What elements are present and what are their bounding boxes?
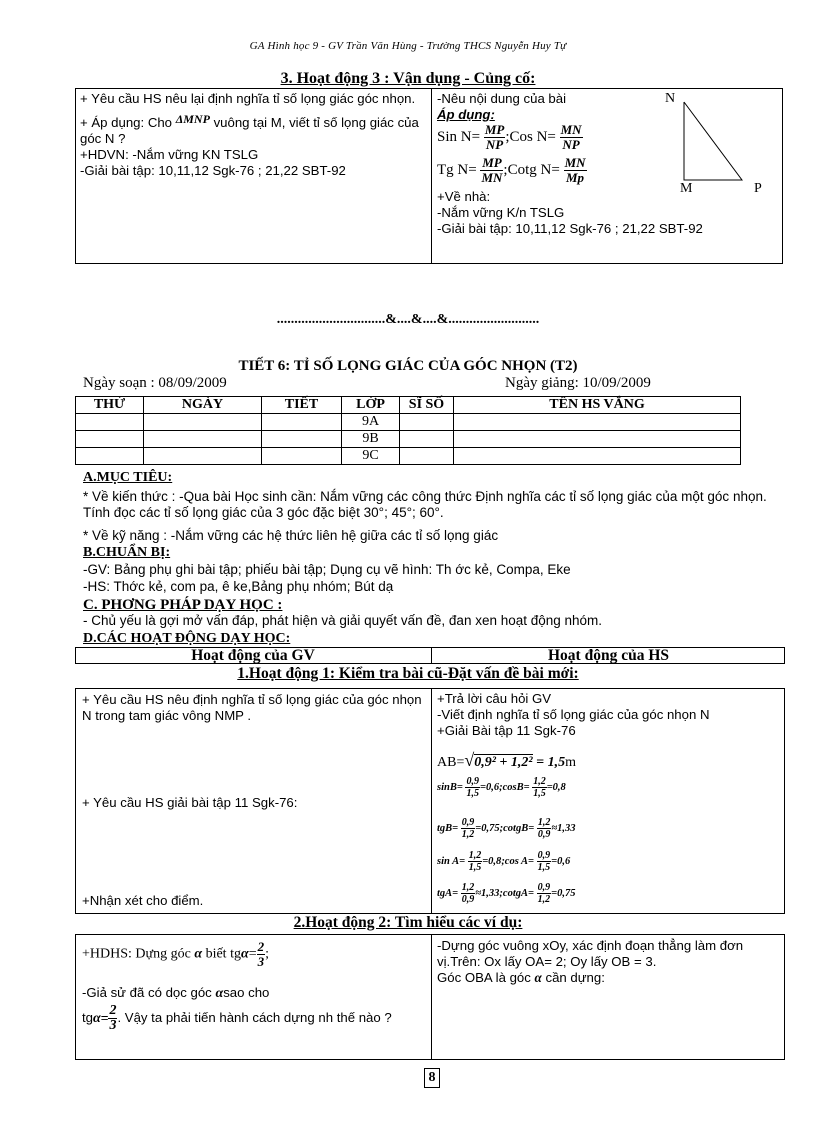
frac-09-12-a: $\frac{0,9}{1,2}$: [537, 882, 551, 905]
activity3-left: [80, 91, 425, 179]
activity1-left-1: + Yêu cầu HS nêu định nghĩa tỉ số lọng giác của góc nhọn N trong tam giác vông NMP .: [82, 692, 422, 723]
col-hs-header: Hoạt động của HS: [547, 647, 669, 664]
frac-12-09-a: $\frac{1,2}{0,9}$: [461, 882, 475, 905]
cotg-label: ;Cotg N=: [503, 161, 560, 178]
ab-label: AB=: [437, 755, 465, 770]
activity3-apply: [80, 111, 425, 147]
lesson-title: TIẾT 6: TỈ SỐ LỌNG GIÁC CỦA GÓC NHỌN (T2): [238, 358, 578, 374]
col-gv-header: Hoạt động của GV: [191, 647, 315, 664]
fraction-mn-np: $\frac{MN}{NP}$: [560, 122, 582, 152]
activity2-left-line3: tgα= $\frac{2}{3}$ . Vậy ta phải tiến hành cách dựng nh thế nào ?: [82, 1003, 392, 1033]
sqrt-expr: 0,9² + 1,2²: [474, 755, 533, 770]
activity2-left-line1: +HDHS: Dựng góc α biết tgα= $\frac{2}{3}$ ;: [82, 939, 270, 969]
sina-label: sin A=: [437, 855, 466, 867]
section-divider: ...............................&....&....&..........................: [276, 312, 540, 327]
activity2-left-line2: [82, 985, 269, 1002]
date-taught: Ngày giảng: 10/09/2009: [505, 375, 651, 391]
date-prepared: Ngày soạn : 08/09/2009: [83, 375, 227, 391]
act2-r2: [437, 970, 782, 986]
cosa-label: ;cos A=: [501, 855, 535, 867]
sqrt-symbol: √: [464, 750, 475, 770]
act2-r1: -Dựng góc vuông xOy, xác định đoạn thẳng làm đơn vị.Trên: Ox lấy OA= 2; Oy lấy OB = 3.: [437, 938, 744, 969]
activity1-right: [437, 691, 782, 739]
act1-r3: +Giải Bài tập 11 Sgk-76: [437, 723, 576, 738]
frac-12-09: $\frac{1,2}{0,9}$: [537, 817, 551, 840]
col-ngay: NGÀY: [144, 397, 262, 414]
sin-label: Sin N=: [437, 128, 481, 145]
activity1-left-3: +Nhận xét cho điểm.: [82, 893, 204, 908]
class-9b: 9B: [342, 431, 400, 448]
alpha-symbol-5: α: [534, 970, 542, 985]
ab-value: = 1,5: [532, 755, 566, 770]
vertex-p: P: [754, 181, 762, 196]
class-9a: 9A: [342, 414, 400, 431]
hdvn-line: +HDVN: -Nắm vững KN TSLG: [80, 147, 259, 162]
apply-text: + Áp dụng: Cho: [80, 115, 173, 130]
activity1-left-2: + Yêu cầu HS giải bài tập 11 Sgk-76:: [82, 795, 298, 810]
attendance-header-row: [76, 397, 741, 414]
attendance-row: [76, 448, 741, 465]
to-construct-text: cần dựng:: [545, 970, 605, 985]
fraction-mn-mp: $\frac{MN}{Mp}$: [564, 155, 586, 185]
frac-12-15: $\frac{1,2}{1,5}$: [533, 776, 546, 799]
section-a-heading: A.MỤC TIÊU:: [83, 470, 173, 485]
page-number: 8: [424, 1068, 440, 1088]
frac-2-3-b: $\frac{2}{3}$: [109, 1003, 117, 1033]
attendance-row: [76, 431, 741, 448]
homework-2: -Giải bài tập: 10,11,12 Sgk-76 ; 21,22 SBT-92: [437, 221, 703, 236]
cotga-value: =0,75: [551, 887, 576, 899]
angle-oba-text: Góc OBA là góc: [437, 970, 531, 985]
activity3-column-divider: [431, 88, 432, 264]
frac-09-12: $\frac{0,9}{1,2}$: [461, 817, 475, 840]
assume-text: -Giả sử đã có dọc góc: [82, 985, 212, 1000]
col-siso: SĨ SỐ: [400, 397, 454, 414]
frac-12-15-a: $\frac{1,2}{1,5}$: [468, 850, 482, 873]
section-b-teacher: -GV: Bảng phụ ghi bài tập; phiếu bài tập; Dụng cụ vẽ hình: Th ớc kẻ, Compa, Eke: [83, 562, 571, 577]
class-9c: 9C: [342, 448, 400, 465]
frac-09-15: $\frac{0,9}{1,5}$: [466, 776, 479, 799]
cotgb-value: ≈1,33: [551, 822, 576, 834]
cotgb-label: ;cotgB=: [499, 822, 535, 834]
section-d-heading: D.CÁC HOẠT ĐỘNG DẠY HỌC:: [83, 631, 291, 646]
right-apply: Áp dụng:: [437, 107, 495, 122]
vertex-n: N: [665, 91, 676, 106]
vertex-m: M: [680, 181, 693, 196]
triangle-symbol: ΔMNP: [175, 112, 210, 126]
cosa-value: =0,6: [551, 855, 571, 867]
activity2-right: [437, 938, 782, 986]
section-c-heading: C. PHƠNG PHÁP DẠY HỌC :: [83, 597, 283, 613]
alpha-symbol-2: α: [240, 946, 249, 962]
activity1-title: 1.Hoạt động 1: Kiểm tra bài cũ-Đặt vấn đề bài mới:: [237, 665, 579, 682]
section-c-methods: - Chủ yếu là gợi mở vấn đáp, phát hiện và giải quyết vấn đề, đan xen hoạt động nhóm.: [83, 613, 603, 628]
col-tiet: TIẾT: [262, 397, 342, 414]
col-lop: LỚP: [342, 397, 400, 414]
fraction-mp-mn: $\frac{MP}{MN}$: [481, 155, 503, 185]
fraction-mp-np: $\frac{MP}{NP}$: [484, 122, 505, 152]
attendance-row: [76, 414, 741, 431]
section-b-heading: B.CHUẨN BỊ:: [83, 545, 171, 560]
activity3-right: [437, 91, 703, 237]
tgb-cotgb-line: [437, 817, 575, 840]
section-a-skills: * Về kỹ năng : -Nắm vững các hệ thức liên hệ giữa các tỉ số lọng giác: [83, 528, 499, 543]
alpha-symbol-3: α: [215, 986, 224, 1001]
cosb-value: =0,8: [546, 781, 566, 793]
activity3-title: 3. Hoạt động 3 : Vận dụng - Củng cố:: [280, 70, 536, 87]
tgb-label: tgB=: [437, 822, 459, 834]
such-that-text: sao cho: [223, 985, 270, 1000]
act1-r2: -Viết định nghĩa tỉ số lọng giác của góc nhọn N: [437, 707, 710, 722]
sinb-label: sinB=: [437, 781, 463, 793]
col-absent: TÊN HS VẮNG: [454, 397, 741, 414]
homework-line: -Giải bài tập: 10,11,12 Sgk-76 ; 21,22 SBT-92: [80, 163, 346, 178]
homework-title: +Về nhà:: [437, 189, 491, 204]
apply-text-cont: vuông tại M, viết tỉ số lọng giác của góc N ?: [80, 115, 419, 146]
tga-label: tgA=: [437, 887, 459, 899]
tga-cotga-line: [437, 882, 575, 905]
cotga-label: ;cotgA=: [499, 887, 534, 899]
construct-angle-text: +HDHS: Dựng góc: [82, 946, 191, 962]
sina-cosa-line: [437, 850, 570, 873]
tg-cotg-line: [437, 156, 657, 185]
alpha-symbol: α: [194, 946, 203, 962]
page-header: GA Hình học 9 - GV Trần Văn Hùng - Trường THCS Nguyễn Huy Tự: [249, 40, 567, 52]
attendance-table: [75, 396, 741, 465]
sin-cos-line: [437, 123, 657, 152]
sina-value: =0,8: [482, 855, 502, 867]
tg-text: tg: [82, 1009, 93, 1025]
ab-formula: [437, 750, 576, 771]
activity2-divider: [431, 934, 432, 1060]
section-b-student: -HS: Thớc kẻ, com pa, ê ke,Bảng phụ nhóm; Bút dạ: [83, 579, 394, 594]
sinb-cosb-line: [437, 776, 566, 799]
col-thu: THỨ: [76, 397, 144, 414]
tga-value: ≈1,33: [475, 887, 500, 899]
activity1-divider: [431, 688, 432, 914]
activity2-title: 2.Hoạt động 2: Tìm hiểu các ví dụ:: [293, 914, 523, 931]
tg-label: Tg N=: [437, 161, 477, 178]
act1-r1: +Trả lời câu hỏi GV: [437, 691, 552, 706]
how-construct-text: . Vậy ta phải tiến hành cách dựng nh thế nào ?: [117, 1009, 392, 1025]
frac-09-15-a: $\frac{0,9}{1,5}$: [537, 850, 551, 873]
tgb-value: =0,75: [475, 822, 500, 834]
frac-2-3: $\frac{2}{3}$: [257, 939, 265, 969]
knowing-tg-text: biết tg: [205, 946, 241, 962]
sinb-value: =0,6: [479, 781, 500, 793]
right-line1: -Nêu nội dung của bài: [437, 91, 567, 106]
cosb-label: ;cosB=: [499, 781, 530, 793]
section-a-knowledge: * Về kiến thức : -Qua bài Học sinh cần: Nắm vững các công thức Định nghĩa các tỉ số lọng giác của một góc nhọn. Tính đọc các tỉ số lọng giác của 3 góc đặc biệt 30°; 45°; 60°.: [83, 489, 767, 520]
activity3-left-line1: + Yêu cầu HS nêu lại định nghĩa tỉ số lọng giác góc nhọn.: [80, 91, 416, 106]
homework-1: -Nắm vững K/n TSLG: [437, 205, 565, 220]
alpha-symbol-4: α: [93, 1010, 101, 1026]
cos-label: ;Cos N=: [505, 128, 556, 145]
ab-unit: m: [565, 755, 576, 770]
